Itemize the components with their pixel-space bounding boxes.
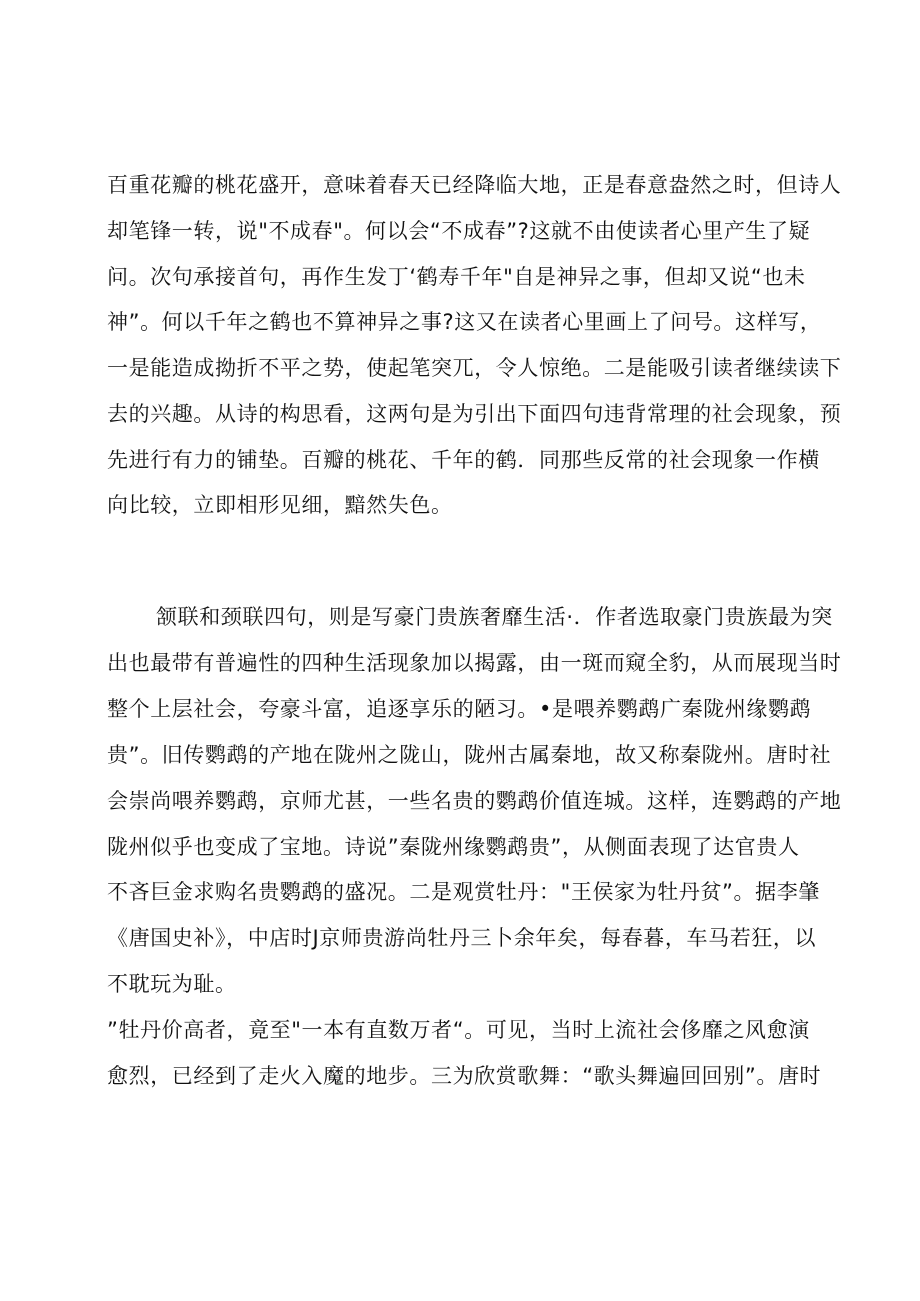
paragraph-2-line-3: 整个上层社会，夸豪斗富，追逐享乐的陋习。•是喂养鹦鹉广秦陇州缘鹦鹉 xyxy=(107,697,812,721)
paragraph-1-line-6: 去的兴趣。从诗的构思看，这两句是为引出下面四句违背常理的社会现象，预 xyxy=(107,402,842,426)
paragraph-2-line-6: 陇州似乎也变成了宝地。诗说”秦陇州缘鹦鹉贵”，从侧面表现了达官贵人 xyxy=(107,835,800,859)
paragraph-3-line-2: 愈烈，已经到了走火入魔的地步。三为欣赏歌舞：“歌头舞遍回回别”。唐时 xyxy=(107,1064,822,1088)
paragraph-1-line-8: 向比较，立即相形见细，黯然失色。 xyxy=(107,493,453,517)
paragraph-1-line-4: 神”。何以千年之鹤也不算神异之事?这又在读者心里画上了问号。这样写， xyxy=(107,310,822,334)
paragraph-2-line-1: 颔联和颈联四句，则是写豪门贵族奢靡生活·．作者选取豪门贵族最为突 xyxy=(156,605,833,629)
paragraph-2-line-8: 《唐国史补》，中店时J京师贵游尚牡丹三卜余年矣，每春暮，车马若狂，以 xyxy=(107,926,817,950)
paragraph-2-line-4: 贵”。旧传鹦鹉的产地在陇州之陇山，陇州古属秦地，故又称秦陇州。唐时社 xyxy=(107,743,832,767)
paragraph-1-line-3: 问。次句承接首句，再作生发丁‘鹤寿千年"自是神异之事，但却又说“也未 xyxy=(107,265,806,289)
paragraph-2-line-9: 不耽玩为耻。 xyxy=(107,972,237,996)
paragraph-2-line-5: 会崇尚喂养鹦鹉，京师尤甚，一些名贵的鹦鹉价值连城。这样，连鹦鹉的产地 xyxy=(107,789,842,813)
paragraph-1-line-5: 一是能造成拗折不平之势，使起笔突兀，令人惊绝。二是能吸引读者继续读下 xyxy=(107,356,842,380)
paragraph-3-line-1: ”牡丹价高者，竟至"一本有直数万者“。可见，当时上流社会侈靡之风愈演 xyxy=(107,1018,810,1042)
paragraph-1-line-2: 却笔锋一转，说"不成春"。何以会“不成春”?这就不由使读者心里产生了疑 xyxy=(107,219,811,243)
paragraph-2-line-2: 出也最带有普遍性的四种生活现象加以揭露，由一斑而窥全豹，从而展现当时 xyxy=(107,651,842,675)
paragraph-1-line-7: 先进行有力的铺垫。百瓣的桃花、千年的鹤．同那些反常的社会现象一作横 xyxy=(107,448,820,472)
paragraph-2-line-7: 不吝巨金求购名贵鹦鹉的盛况。二是观赏牡丹："王侯家为牡丹贫”。据李肇 xyxy=(107,880,820,904)
paragraph-1-line-1: 百重花瓣的桃花盛开，意味着春天已经降临大地，正是春意盎然之时，但诗人 xyxy=(107,173,842,197)
